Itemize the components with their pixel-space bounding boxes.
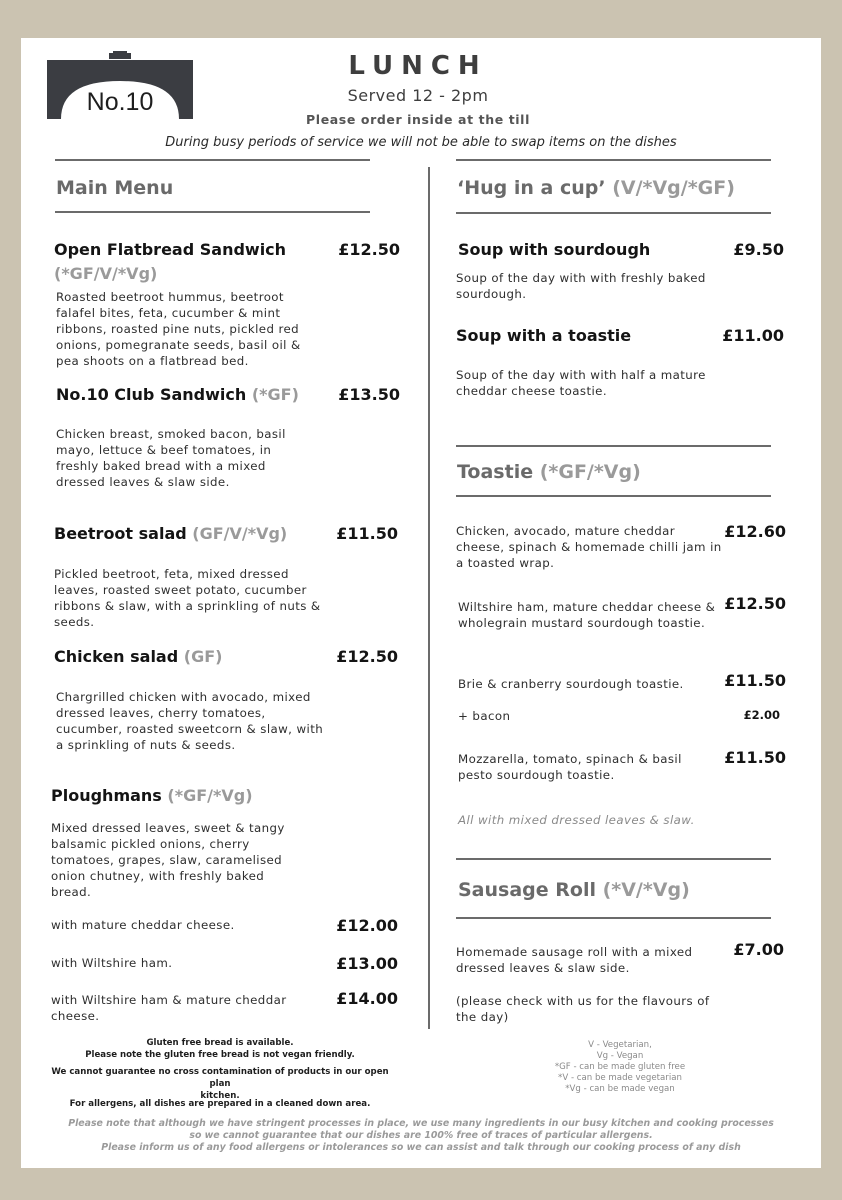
toastie-price: £12.50 — [724, 594, 786, 613]
divider — [456, 858, 771, 860]
option-label: with Wiltshire ham & mature cheddar cheese. — [51, 993, 287, 1023]
item-description: Pickled beetroot, feta, mixed dressed leaves, roasted sweet potato, cucumber ribbons & slaw, with a sprinkling of nuts & seeds. — [54, 567, 321, 629]
item-price: £13.50 — [338, 385, 400, 404]
item-name: Soup with a toastie — [456, 326, 632, 345]
divider — [55, 159, 370, 161]
item-dietary-tag: (*GF/V/*Vg) — [54, 264, 158, 283]
item-description: Homemade sausage roll with a mixed dressed leaves & slaw side. — [456, 945, 693, 975]
toastie-price: £12.60 — [724, 522, 786, 541]
item-dietary-tag: (*GF/*Vg) — [167, 786, 253, 805]
item-name: Soup with sourdough — [458, 240, 651, 259]
item-name: Chicken salad (GF) — [54, 647, 223, 666]
item-description: Roasted beetroot hummus, beetroot falafel bites, feta, cucumber & mint ribbons, roasted pine nuts, pickled red onions, pomegranate seeds, basil oil & pea shoots on a flatbread bed. — [56, 290, 301, 368]
item-price: £7.00 — [733, 940, 784, 959]
toastie-price: £11.50 — [724, 748, 786, 767]
item-name: No.10 Club Sandwich (*GF) — [56, 385, 299, 404]
option-price: £13.00 — [336, 954, 398, 973]
item-name: Open Flatbread Sandwich — [54, 240, 287, 259]
item-description: Soup of the day with with half a mature cheddar cheese toastie. — [456, 368, 706, 398]
busy-note: During busy periods of service we will not be able to swap items on the dishes — [165, 135, 677, 150]
toastie-description: Chicken, avocado, mature cheddar cheese, spinach & homemade chilli jam in a toasted wrap. — [456, 524, 722, 570]
toastie-description: Brie & cranberry sourdough toastie. — [458, 677, 684, 691]
option-price: £14.00 — [336, 989, 398, 1008]
item-price: £11.50 — [336, 524, 398, 543]
section-heading-sausage-roll: Sausage Roll (*V/*Vg) — [458, 879, 690, 901]
order-instruction: Please order inside at the till — [306, 112, 530, 127]
section-heading-hug-in-a-cup: ‘Hug in a cup’ (V/*Vg/*GF) — [457, 177, 735, 199]
sausage-note: (please check with us for the flavours of the day) — [456, 994, 710, 1024]
option-label: with mature cheddar cheese. — [51, 918, 235, 932]
option-label: with Wiltshire ham. — [51, 956, 173, 970]
toastie-price: £11.50 — [724, 671, 786, 690]
column-divider — [428, 167, 430, 1029]
contamination-note: We cannot guarantee no cross contamination of products in our open plan kitchen. — [51, 1067, 389, 1101]
logo-text: No.10 — [86, 88, 154, 116]
divider — [456, 212, 771, 214]
served-times: Served 12 - 2pm — [347, 86, 489, 105]
toastie-description: Mozzarella, tomato, spinach & basil pesto sourdough toastie. — [458, 752, 682, 782]
allergen-disclaimer: Please note that although we have stringent processes in place, we use many ingredients in our busy kitchen and cooking processes so we cannot guarantee that our dishes are 100% free of traces of particular allergens. Please inform us of any food allergens or intolerances so we can assist and talk through our cooking process of any dish — [68, 1118, 774, 1153]
toastie-addon-price: £2.00 — [743, 708, 780, 722]
divider — [55, 211, 370, 213]
toastie-addon: + bacon — [458, 709, 511, 723]
item-price: £9.50 — [733, 240, 784, 259]
item-dietary-tag: (GF/V/*Vg) — [192, 524, 288, 543]
item-description: Chicken breast, smoked bacon, basil mayo, lettuce & beef tomatoes, in freshly baked bread with a mixed dressed leaves & slaw side. — [56, 427, 286, 489]
item-dietary-tag: (GF) — [183, 647, 223, 666]
item-name: Ploughmans (*GF/*Vg) — [51, 786, 253, 805]
option-price: £12.00 — [336, 916, 398, 935]
toastie-description: Wiltshire ham, mature cheddar cheese & wholegrain mustard sourdough toastie. — [458, 600, 716, 630]
dietary-legend: V - Vegetarian, Vg - Vegan *GF - can be made gluten free *V - can be made vegetarian *Vg - can be made vegan — [554, 1040, 686, 1094]
divider — [456, 917, 771, 919]
divider — [456, 495, 771, 497]
item-price: £12.50 — [336, 647, 398, 666]
section-heading-main-menu: Main Menu — [56, 177, 174, 199]
item-price: £12.50 — [338, 240, 400, 259]
item-description: Mixed dressed leaves, sweet & tangy balsamic pickled onions, cherry tomatoes, grapes, slaw, caramelised onion chutney, with freshly baked bread. — [51, 821, 285, 899]
item-description: Soup of the day with with freshly baked sourdough. — [456, 271, 706, 301]
section-dietary-tag: (*GF/*Vg) — [539, 461, 641, 483]
gluten-free-note: Gluten free bread is available. Please note the gluten free bread is not vegan friendly. — [85, 1038, 355, 1060]
item-dietary-tag: (*GF) — [251, 385, 299, 404]
divider — [456, 445, 771, 447]
section-dietary-tag: (*V/*Vg) — [602, 879, 690, 901]
allergen-note: For allergens, all dishes are prepared in a cleaned down area. — [69, 1099, 371, 1109]
toastie-note: All with mixed dressed leaves & slaw. — [458, 813, 695, 827]
section-heading-toastie: Toastie (*GF/*Vg) — [457, 461, 641, 483]
item-description: Chargrilled chicken with avocado, mixed dressed leaves, cherry tomatoes, cucumber, roasted sweetcorn & slaw, with a sprinkling of nuts & seeds. — [56, 690, 324, 752]
item-price: £11.00 — [722, 326, 784, 345]
section-dietary-tag: (V/*Vg/*GF) — [612, 177, 735, 199]
item-name: Beetroot salad (GF/V/*Vg) — [54, 524, 288, 543]
divider — [456, 159, 771, 161]
menu-title: LUNCH — [348, 51, 488, 81]
no10-logo — [47, 51, 193, 119]
